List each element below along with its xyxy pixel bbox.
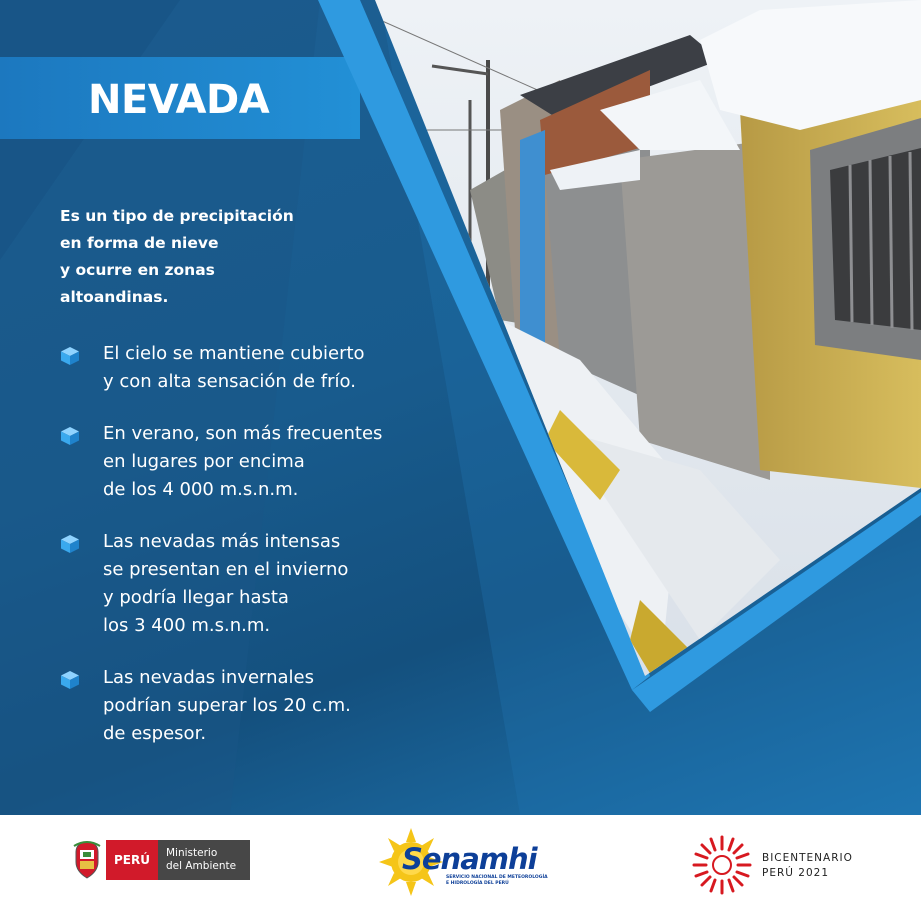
list-item: [60, 340, 382, 396]
ministry-line: Ministerio: [165, 847, 218, 859]
bullet-cube-icon: [60, 670, 80, 690]
page-title: NEVADA: [88, 77, 270, 123]
ministry-name: [158, 840, 250, 880]
senamhi-tag-line: E HIDROLOGÍA DEL PERÚ: [446, 881, 509, 886]
bullet-cube-icon: [60, 426, 80, 446]
bullet-line: de los 4 000 m.s.n.m.: [103, 479, 299, 500]
senamhi-tagline: [446, 875, 556, 887]
bullet-line: y con alta sensación de frío.: [103, 371, 356, 392]
intro-line: y ocurre en zonas: [60, 261, 215, 279]
bicentenario-text: [762, 851, 853, 881]
ministerio-ambiente-logo: [72, 840, 250, 880]
bullet-cube-icon: [60, 534, 80, 554]
bicentenario-sunburst-icon: [690, 833, 754, 897]
intro-line: altoandinas.: [60, 288, 169, 306]
list-item: [60, 664, 382, 748]
bullet-line: Las nevadas más intensas: [103, 531, 341, 552]
bullet-line: Las nevadas invernales: [103, 667, 314, 688]
bullet-list: [60, 340, 382, 748]
bullet-cube-icon: [60, 346, 80, 366]
bullet-line: podrían superar los 20 c.m.: [103, 695, 351, 716]
bullet-line: se presentan en el invierno: [103, 559, 349, 580]
peru-coat-of-arms-icon: [72, 840, 102, 880]
bullet-line: En verano, son más frecuentes: [103, 423, 383, 444]
bicentenario-line: BICENTENARIO: [762, 852, 853, 864]
ministry-line: del Ambiente: [165, 860, 237, 872]
bullet-line: de espesor.: [103, 723, 207, 744]
intro-line: en forma de nieve: [60, 234, 219, 252]
bullet-line: y podría llegar hasta: [103, 587, 289, 608]
bullet-line: en lugares por encima: [103, 451, 305, 472]
bullet-line: los 3 400 m.s.n.m.: [103, 615, 271, 636]
senamhi-tag-line: SERVICIO NACIONAL DE METEOROLOGÍA: [446, 875, 548, 880]
list-item: [60, 420, 382, 504]
bullet-line: El cielo se mantiene cubierto: [103, 343, 365, 364]
list-item: [60, 528, 382, 640]
senamhi-wordmark: Senamhi: [402, 842, 537, 876]
intro-line: Es un tipo de precipitación: [60, 207, 294, 225]
peru-label: PERÚ: [106, 840, 158, 880]
bicentenario-line: PERÚ 2021: [762, 867, 830, 879]
